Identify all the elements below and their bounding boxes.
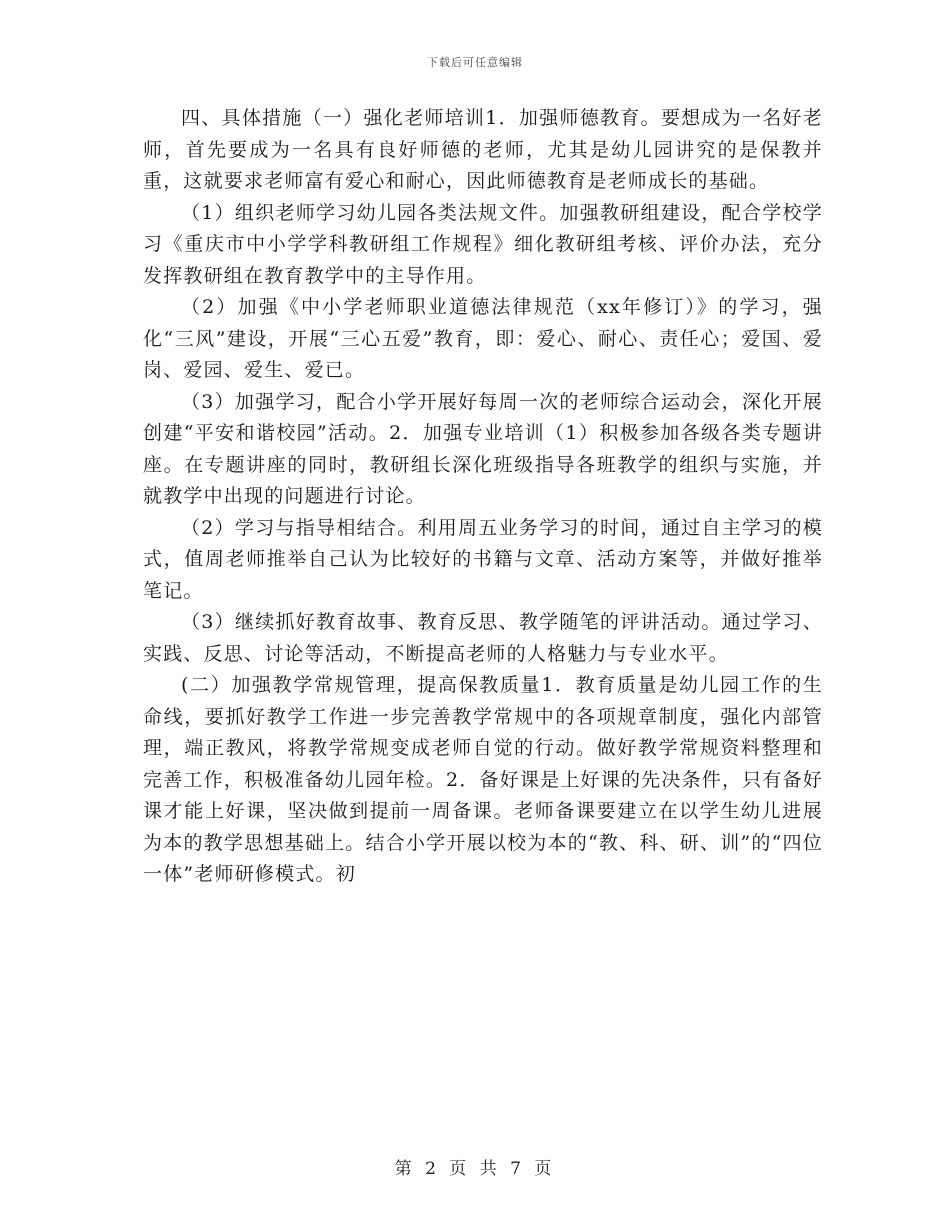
document-body [143, 103, 823, 891]
paragraph-measures-intro: 四、具体措施（一）强化老师培训1．加强师德教育。要想成为一名好老师，首先要成为一名具有良好师德的老师，尤其是幼儿园讲究的是保教并重，这就要求老师富有爱心和耐心，因此师德教育是老师成长的基础。 [143, 107, 823, 192]
paragraph-professional-training: （3）加强学习，配合小学开展好每周一次的老师综合运动会，深化开展创建“平安和谐校园”活动。2．加强专业培训（1）积极参加各级各类专题讲座。在专题讲座的同时，教研组长深化班级指导各班教学的组织与实施，并就教学中出现的问题进行讨论。 [143, 390, 823, 507]
paragraph-study-guidance: （2）学习与指导相结合。利用周五业务学习的时间，通过自主学习的模式，值周老师推举自己认为比较好的书籍与文章、活动方案等，并做好推举笔记。 [143, 516, 823, 602]
header-note: 下载后可任意编辑 [427, 56, 523, 69]
paragraph-regulations-study: （1）组织老师学习幼儿园各类法规文件。加强教研组建设，配合学校学习《重庆市中小学学科教研组工作规程》细化教研组考核、评价办法，充分发挥教研组在教育教学中的主导作用。 [143, 201, 823, 287]
paragraph-evaluation-activities: （3）继续抓好教育故事、教育反思、教学随笔的评讲活动。通过学习、实践、反思、讨论等活动，不断提高老师的人格魅力与专业水平。 [143, 611, 823, 665]
paragraph-ethics-code: （2）加强《中小学老师职业道德法律规范（xx年修订）》的学习，强化“三风”建设，开展“三心五爱”教育，即：爱心、耐心、责任心；爱国、爱岗、爱园、爱生、爱已。 [143, 296, 823, 381]
page-number: 第 2 页 共 7 页 [394, 1159, 556, 1179]
paragraph-teaching-management: (二）加强教学常规管理，提高保教质量1．教育质量是幼儿园工作的生命线，要抓好教学工作进一步完善教学常规中的各项规章制度，强化内部管理，端正教风，将教学常规变成老师自觉的行动。做好教学常规资料整理和完善工作，积极准备幼儿园年检。2．备好课是上好课的先决条件，只有备好课才能上好课，坚决做到提前一周备课。老师备课要建立在以学生幼儿进展为本的教学思想基础上。结合小学开展以校为本的“教、科、研、训”的“四位一体”老师研修模式。初 [143, 674, 823, 885]
